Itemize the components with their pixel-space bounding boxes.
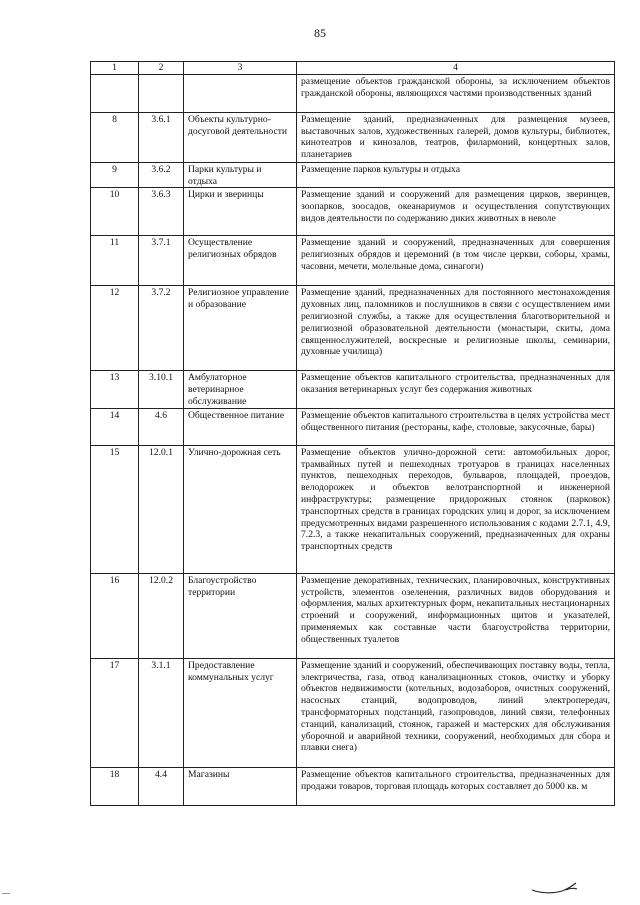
use-description: Размещение зданий и сооружений, предназначенных для совершения религиозных обрядов и церемоний (в том числе церкви, соборы, храмы, часовни, мечети, молельные дома, синагоги): [297, 236, 615, 286]
row-number: 8: [91, 112, 139, 162]
table-row: [91, 188, 615, 236]
use-code: 3.6.1: [139, 112, 184, 162]
use-description: Размещение зданий и сооружений, обеспечивающих поставку воды, тепла, электричества, газа, отвод канализационных стоков, очистку и уборку объектов недвижимости (котельных, водозаборов, очистных сооружений, насосных станций, водопроводов, линий электропередач, трансформаторных подстанций, газопроводов, линий связи, телефонных станций, канализаций, стоянок, гаражей и мастерских для обслуживания уборочной и аварийной техники, сооружений, необходимых для сбора и плавки снега): [297, 658, 615, 767]
use-name: Амбулаторное ветеринарное обслуживание: [184, 371, 297, 408]
use-code: 3.7.1: [139, 236, 184, 286]
use-code: 3.1.1: [139, 658, 184, 767]
page-number: 85: [314, 26, 326, 40]
use-description: Размещение зданий и сооружений для размещения цирков, зверинцев, зоопарков, зоосадов, океанариумов и осуществления сопутствующих видов деятельности по содержанию диких животных в неволе: [297, 188, 615, 236]
use-name: Объекты культурно-досуговой деятельности: [184, 112, 297, 162]
table-row: [91, 408, 615, 445]
use-description: Размещение объектов капитального строительства, предназначенных для оказания ветеринарных услуг без содержания животных: [297, 371, 615, 408]
use-description: Размещение объектов улично-дорожной сети: автомобильных дорог, трамвайных путей и пешеходных тротуаров в границах населенных пунктов, пешеходных переходов, бульваров, площадей, проездов, велодорожек и объектов велотранспортной и инженерной инфраструктуры; размещение придорожных стоянок (парковок) транспортных средств в границах городских улиц и дорог, за исключением предусмотренных видами разрешенного использования с кодами 2.7.1, 4.9, 7.2.3, а также некапитальных сооружений, предназначенных для охраны транспортных средств: [297, 445, 615, 573]
table-row: [91, 445, 615, 573]
use-description: размещение объектов гражданской обороны, за исключением объектов гражданской обороны, являющихся частями производственных зданий: [297, 74, 615, 112]
use-code: 4.4: [139, 767, 184, 805]
table-row: [91, 236, 615, 286]
use-name: Цирки и зверинцы: [184, 188, 297, 236]
use-description: Размещение зданий, предназначенных для размещения музеев, выставочных залов, художественных галерей, домов культуры, библиотек, кинотеатров и кинозалов, театров, филармоний, концертных залов, планетариев: [297, 112, 615, 162]
use-description: Размещение парков культуры и отдыха: [297, 162, 615, 188]
row-number: 17: [91, 658, 139, 767]
use-name: Осуществление религиозных обрядов: [184, 236, 297, 286]
header-col-4: 4: [297, 62, 615, 75]
use-description: Размещение декоративных, технических, планировочных, конструктивных устройств, элементов озеленения, различных видов оборудования и оформления, малых архитектурных форм, некапитальных нестационарных строений и сооружений, информационных щитов и указателей, применяемых как составные части благоустройства территории, общественных туалетов: [297, 573, 615, 658]
use-code: 3.6.2: [139, 162, 184, 188]
row-number: 9: [91, 162, 139, 188]
use-code: 3.6.3: [139, 188, 184, 236]
use-name: Предоставление коммунальных услуг: [184, 658, 297, 767]
use-name: Благоустройство территории: [184, 573, 297, 658]
header-col-2: 2: [139, 62, 184, 75]
table-row: [91, 286, 615, 371]
header-col-1: 1: [91, 62, 139, 75]
row-number: 13: [91, 371, 139, 408]
use-name: Улично-дорожная сеть: [184, 445, 297, 573]
use-name: Общественное питание: [184, 408, 297, 445]
use-name: [184, 74, 297, 112]
use-description: Размещение объектов капитального строительства, предназначенных для продажи товаров, торговая площадь которых составляет до 5000 кв. м: [297, 767, 615, 805]
row-number: 11: [91, 236, 139, 286]
use-code: 12.0.1: [139, 445, 184, 573]
table-row: [91, 112, 615, 162]
row-number: 15: [91, 445, 139, 573]
row-number: 14: [91, 408, 139, 445]
table-header-row: [91, 62, 615, 75]
row-number: 10: [91, 188, 139, 236]
table-row: [91, 371, 615, 408]
use-name: Религиозное управление и образование: [184, 286, 297, 371]
use-name: Парки культуры и отдыха: [184, 162, 297, 188]
row-number: 12: [91, 286, 139, 371]
use-name: Магазины: [184, 767, 297, 805]
use-description: Размещение зданий, предназначенных для постоянного местонахождения духовных лиц, паломников и послушников в связи с осуществлением ими религиозной службы, а также для осуществления благотворительной и религиозной образовательной деятельности (монастыри, скиты, дома священнослужителей, воскресные и религиозные школы, семинарии, духовные училища): [297, 286, 615, 371]
use-code: [139, 74, 184, 112]
row-number: [91, 74, 139, 112]
use-code: 4.6: [139, 408, 184, 445]
use-code: 12.0.2: [139, 573, 184, 658]
use-code: 3.10.1: [139, 371, 184, 408]
table-row: [91, 573, 615, 658]
scan-mark: [2, 893, 10, 894]
row-number: 18: [91, 767, 139, 805]
table-row: [91, 767, 615, 805]
land-use-table: [90, 61, 615, 806]
table-row: [91, 162, 615, 188]
handwritten-signature: [530, 880, 580, 896]
header-col-3: 3: [184, 62, 297, 75]
use-description: Размещение объектов капитального строительства в целях устройства мест общественного питания (рестораны, кафе, столовые, закусочные, бары): [297, 408, 615, 445]
table-row: [91, 74, 615, 112]
row-number: 16: [91, 573, 139, 658]
use-code: 3.7.2: [139, 286, 184, 371]
table-row: [91, 658, 615, 767]
